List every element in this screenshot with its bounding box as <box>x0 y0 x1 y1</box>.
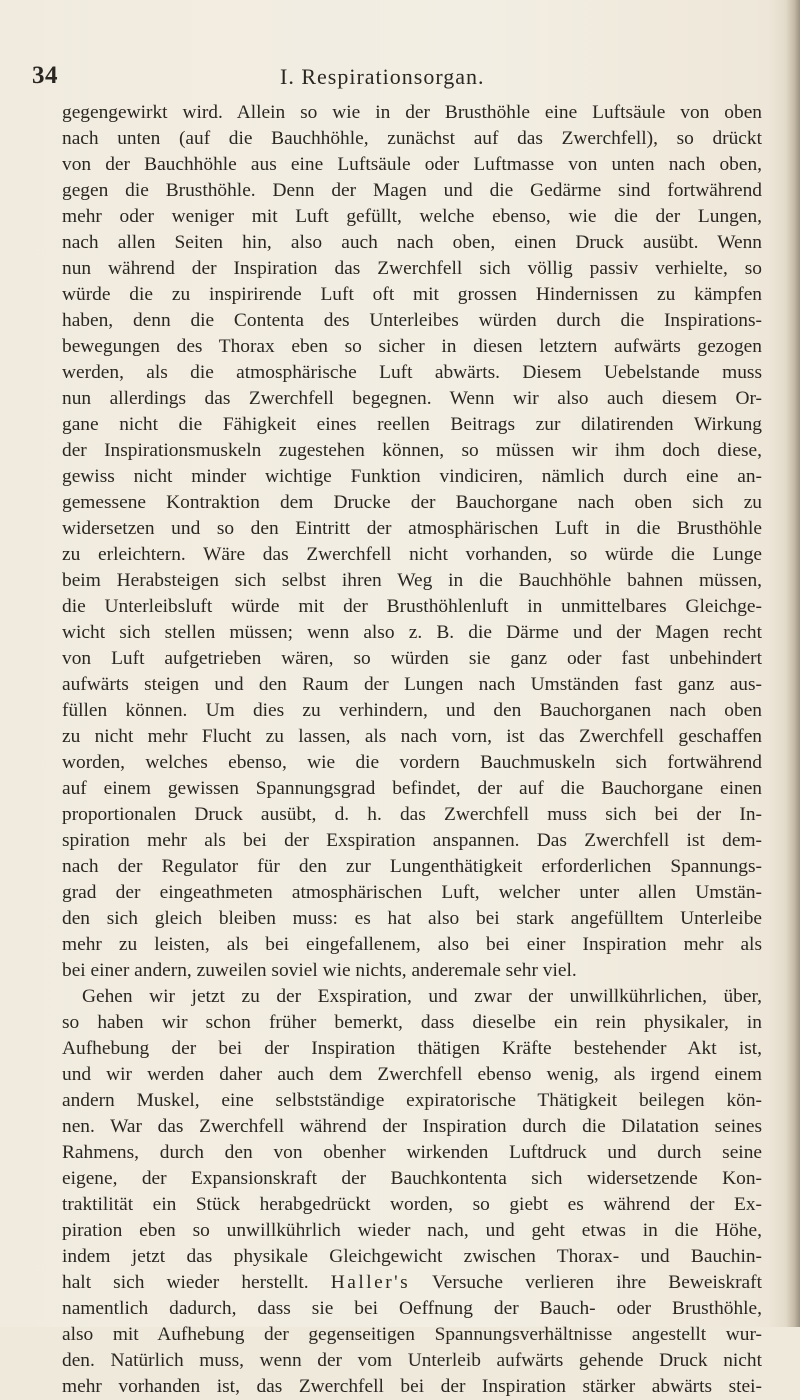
text-line: nun allerdings das Zwerchfell begegnen. Wenn wir also auch diesem Or- <box>62 388 762 409</box>
page-number: 34 <box>32 62 58 89</box>
paragraph-1 <box>62 100 762 984</box>
text-line: so haben wir schon früher bemerkt, dass dieselbe ein rein physikaler, in <box>62 1012 762 1033</box>
text-line: gane nicht die Fähigkeit eines reellen Beitrags zur dilatirenden Wirkung <box>62 414 762 435</box>
text-line: beim Herabsteigen sich selbst ihren Weg in die Bauchhöhle bahnen müssen, <box>62 570 762 591</box>
text-line: indem jetzt das physikale Gleichgewicht zwischen Thorax- und Bauchin- <box>62 1246 762 1267</box>
haller-name: Haller's <box>330 1272 411 1293</box>
closing-lines <box>62 1296 762 1400</box>
text-line: widersetzen und so den Eintritt der atmosphärischen Luft in die Brusthöhle <box>62 518 762 539</box>
haller-line-before: halt sich wieder herstellt. <box>62 1272 331 1293</box>
text-line: auf einem gewissen Spannungsgrad befindet, der auf die Bauchorgane einen <box>62 778 762 799</box>
text-line: nen. War das Zwerchfell während der Inspiration durch die Dilatation seines <box>62 1116 762 1137</box>
text-line: grad der eingeathmeten atmosphärischen Luft, welcher unter allen Umstän- <box>62 882 762 903</box>
text-line: Gehen wir jetzt zu der Exspiration, und zwar der unwillkührlichen, über, <box>82 986 762 1007</box>
text-line: gemessene Kontraktion dem Drucke der Bauchorgane nach oben sich zu <box>62 492 762 513</box>
text-line: wicht sich stellen müssen; wenn also z. B. die Därme und der Magen recht <box>62 622 762 643</box>
text-line: mehr zu leisten, als bei eingefallenem, also bei einer Inspiration mehr als <box>62 934 762 955</box>
text-line: piration eben so unwillkührlich wieder nach, und geht etwas in die Höhe, <box>62 1220 762 1241</box>
text-line: nach allen Seiten hin, also auch nach oben, einen Druck ausübt. Wenn <box>62 232 762 253</box>
text-line: namentlich dadurch, dass sie bei Oeffnung der Bauch- oder Brusthöhle, <box>62 1298 762 1319</box>
text-line: bei einer andern, zuweilen soviel wie nichts, anderemale sehr viel. <box>62 960 577 981</box>
text-line: eigene, der Expansionskraft der Bauchkontenta sich widersetzende Kon- <box>62 1168 762 1189</box>
text-line: gewiss nicht minder wichtige Funktion vindiciren, nämlich durch eine an- <box>62 466 762 487</box>
text-line: von der Bauchhöhle aus eine Luftsäule oder Luftmasse von unten nach oben, <box>62 154 762 175</box>
text-line: andern Muskel, eine selbstständige expiratorische Thätigkeit beilegen kön- <box>62 1090 762 1111</box>
body-text <box>62 100 762 1400</box>
text-line: die Unterleibsluft würde mit der Brusthöhlenluft in unmittelbares Gleichge- <box>62 596 762 617</box>
text-line: haben, denn die Contenta des Unterleibes würden durch die Inspirations- <box>62 310 762 331</box>
text-line: also mit Aufhebung der gegenseitigen Spannungsverhältnisse angestellt wur- <box>62 1324 762 1345</box>
text-line: Aufhebung der bei der Inspiration thätigen Kräfte bestehender Akt ist, <box>62 1038 762 1059</box>
text-line: nach der Regulator für den zur Lungenthätigkeit erforderlichen Spannungs- <box>62 856 762 877</box>
text-line: zu erleichtern. Wäre das Zwerchfell nicht vorhanden, so würde die Lunge <box>62 544 762 565</box>
text-line: spiration mehr als bei der Exspiration anspannen. Das Zwerchfell ist dem- <box>62 830 762 851</box>
text-line: den. Natürlich muss, wenn der vom Unterleib aufwärts gehende Druck nicht <box>62 1350 762 1371</box>
text-line: der Inspirationsmuskeln zugestehen können, so müssen wir ihm doch diese, <box>62 440 762 461</box>
text-line: Rahmens, durch den von obenher wirkenden Luftdruck und durch seine <box>62 1142 762 1163</box>
text-line: gegen die Brusthöhle. Denn der Magen und die Gedärme sind fortwährend <box>62 180 762 201</box>
text-line: nun während der Inspiration das Zwerchfell sich völlig passiv verhielte, so <box>62 258 762 279</box>
text-line: traktilität ein Stück herabgedrückt worden, so giebt es während der Ex- <box>62 1194 762 1215</box>
page-header <box>32 62 792 92</box>
text-line: von Luft aufgetrieben wären, so würden sie ganz oder fast unbehindert <box>62 648 762 669</box>
text-line: proportionalen Druck ausübt, d. h. das Zwerchfell muss sich bei der In- <box>62 804 762 825</box>
text-line: mehr oder weniger mit Luft gefüllt, welche ebenso, wie die der Lungen, <box>62 206 762 227</box>
text-line-haller <box>62 1270 762 1296</box>
page-edge-shadow <box>786 0 800 1327</box>
text-line: worden, welches ebenso, wie die vordern Bauchmuskeln sich fortwährend <box>62 752 762 773</box>
text-line: mehr vorhanden ist, das Zwerchfell bei der Inspiration stärker abwärts stei- <box>62 1376 762 1397</box>
text-line: würde die zu inspirirende Luft oft mit grossen Hindernissen zu kämpfen <box>62 284 762 305</box>
text-line: bewegungen des Thorax eben so sicher in diesen letztern aufwärts gezogen <box>62 336 762 357</box>
running-head: I. Respirationsorgan. <box>280 64 485 89</box>
text-line: gegengewirkt wird. Allein so wie in der Brusthöhle eine Luftsäule von oben <box>62 102 762 123</box>
text-line: nach unten (auf die Bauchhöhle, zunächst auf das Zwerchfell), so drückt <box>62 128 762 149</box>
text-line: den sich gleich bleiben muss: es hat also bei stark angefülltem Unterleibe <box>62 908 762 929</box>
text-line: zu nicht mehr Flucht zu lassen, als nach vorn, ist das Zwerchfell geschaffen <box>62 726 762 747</box>
haller-line-after: Versuche verlieren ihre Beweiskraft <box>410 1272 762 1293</box>
text-line: aufwärts steigen und den Raum der Lungen nach Umständen fast ganz aus- <box>62 674 762 695</box>
text-line: werden, als die atmosphärische Luft abwärts. Diesem Uebelstande muss <box>62 362 762 383</box>
text-line: und wir werden daher auch dem Zwerchfell ebenso wenig, als irgend einem <box>62 1064 762 1085</box>
text-line: füllen können. Um dies zu verhindern, und den Bauchorganen nach oben <box>62 700 762 721</box>
paragraph-2 <box>62 984 762 1270</box>
